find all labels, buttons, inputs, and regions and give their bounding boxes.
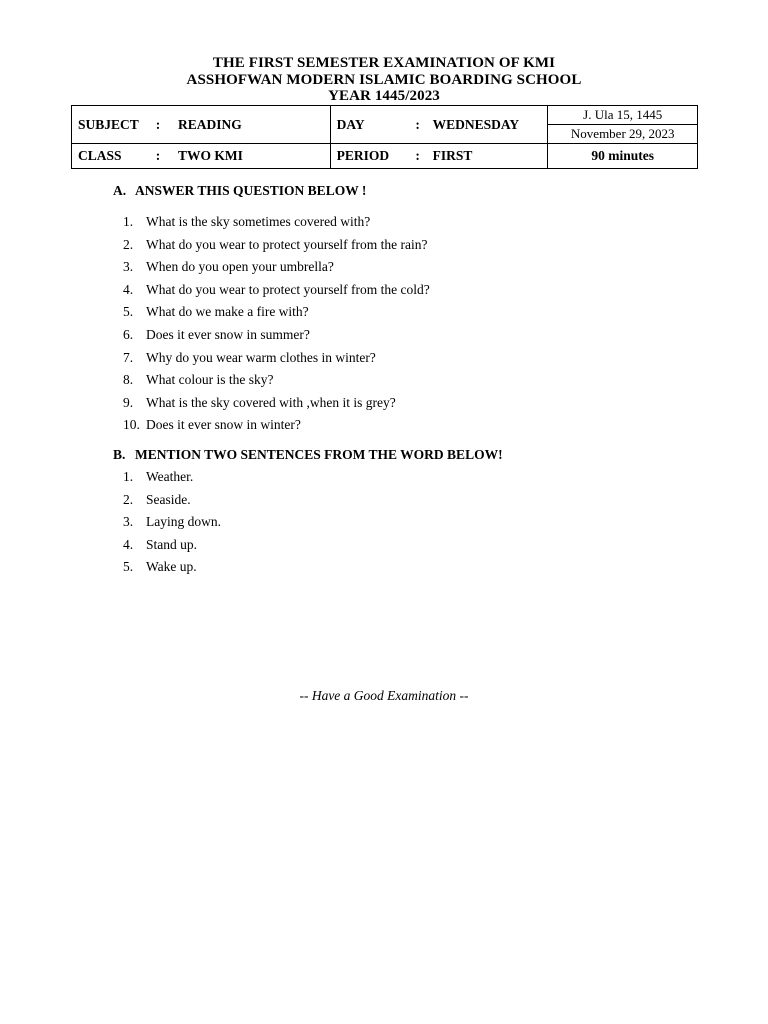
item-number: 5. <box>123 559 134 575</box>
day-label: DAY <box>336 116 365 132</box>
school-name: ASSHOFWAN MODERN ISLAMIC BOARDING SCHOOL <box>186 71 582 88</box>
section-b-heading: MENTION TWO SENTENCES FROM THE WORD BELOW! <box>135 447 503 462</box>
list-item <box>123 301 430 324</box>
class-value: TWO KMI <box>178 148 243 163</box>
section-a-title <box>113 183 366 199</box>
item-number: 1. <box>123 469 134 484</box>
list-item <box>123 211 430 234</box>
question-text: When do you open your umbrella? <box>146 259 334 275</box>
section-b-marker: B. <box>113 447 126 462</box>
subject-value: READING <box>178 116 242 132</box>
subject-separator: : <box>155 116 161 132</box>
list-item <box>123 414 430 437</box>
list-item <box>123 347 430 370</box>
list-item <box>123 392 430 415</box>
list-item <box>123 369 430 392</box>
day-separator: : <box>415 116 420 132</box>
section-b-title <box>113 447 503 463</box>
school-year: YEAR 1445/2023 <box>328 88 440 104</box>
word-text: Wake up. <box>146 559 197 575</box>
item-number: 4. <box>123 536 134 552</box>
word-text: Stand up. <box>146 536 198 552</box>
list-item <box>123 511 221 534</box>
subject-cell <box>72 106 331 144</box>
class-cell <box>72 144 331 169</box>
section-a-heading: ANSWER THIS QUESTION BELOW ! <box>135 183 367 198</box>
list-item <box>123 256 430 279</box>
section-a-marker: A. <box>113 183 127 198</box>
question-text: What do you wear to protect yourself from the rain? <box>146 236 428 252</box>
list-item <box>123 556 221 579</box>
section-a-questions <box>123 211 430 437</box>
item-number: 4. <box>123 281 134 297</box>
period-separator: : <box>415 148 420 163</box>
period-label: PERIOD <box>336 148 390 163</box>
item-number: 8. <box>123 372 134 388</box>
word-text: Laying down. <box>146 514 221 530</box>
list-item <box>123 234 430 257</box>
question-text: What is the sky covered with ,when it is grey? <box>146 394 396 410</box>
list-item <box>123 324 430 347</box>
period-cell <box>330 144 548 169</box>
list-item <box>123 279 430 302</box>
item-number: 2. <box>123 236 134 252</box>
item-number: 3. <box>123 259 134 275</box>
question-text: Why do you wear warm clothes in winter? <box>146 349 376 365</box>
class-separator: : <box>155 148 161 163</box>
day-value: WEDNESDAY <box>432 116 520 132</box>
date-cell <box>548 106 698 144</box>
word-text: Weather. <box>146 469 194 484</box>
question-text: Does it ever snow in winter? <box>146 417 301 433</box>
question-text: Does it ever snow in summer? <box>146 326 310 342</box>
duration-cell: 90 minutes <box>548 144 698 169</box>
subject-label: SUBJECT <box>78 116 139 132</box>
list-item <box>123 489 221 512</box>
question-text: What do you wear to protect yourself from the cold? <box>146 281 430 297</box>
item-number: 7. <box>123 349 134 365</box>
gregorian-date: November 29, 2023 <box>570 126 675 141</box>
word-text: Seaside. <box>146 491 191 507</box>
period-value: FIRST <box>432 148 473 163</box>
list-item <box>123 466 221 489</box>
question-text: What is the sky sometimes covered with? <box>146 214 371 229</box>
item-number: 5. <box>123 304 134 320</box>
item-number: 10. <box>123 417 140 433</box>
hijri-date: J. Ula 15, 1445 <box>548 106 697 125</box>
item-number: 1. <box>123 214 134 229</box>
item-number: 6. <box>123 326 134 342</box>
list-item <box>123 534 221 557</box>
item-number: 2. <box>123 491 134 507</box>
exam-header <box>0 55 768 105</box>
question-text: What do we make a fire with? <box>146 304 309 320</box>
class-label: CLASS <box>78 148 122 163</box>
closing-message: -- Have a Good Examination -- <box>299 688 469 703</box>
header-title: THE FIRST SEMESTER EXAMINATION OF KMI <box>212 55 556 71</box>
day-cell <box>330 106 548 144</box>
section-b-words <box>123 466 221 579</box>
question-text: What colour is the sky? <box>146 372 274 388</box>
exam-info-table <box>71 105 698 169</box>
item-number: 9. <box>123 394 134 410</box>
item-number: 3. <box>123 514 134 530</box>
